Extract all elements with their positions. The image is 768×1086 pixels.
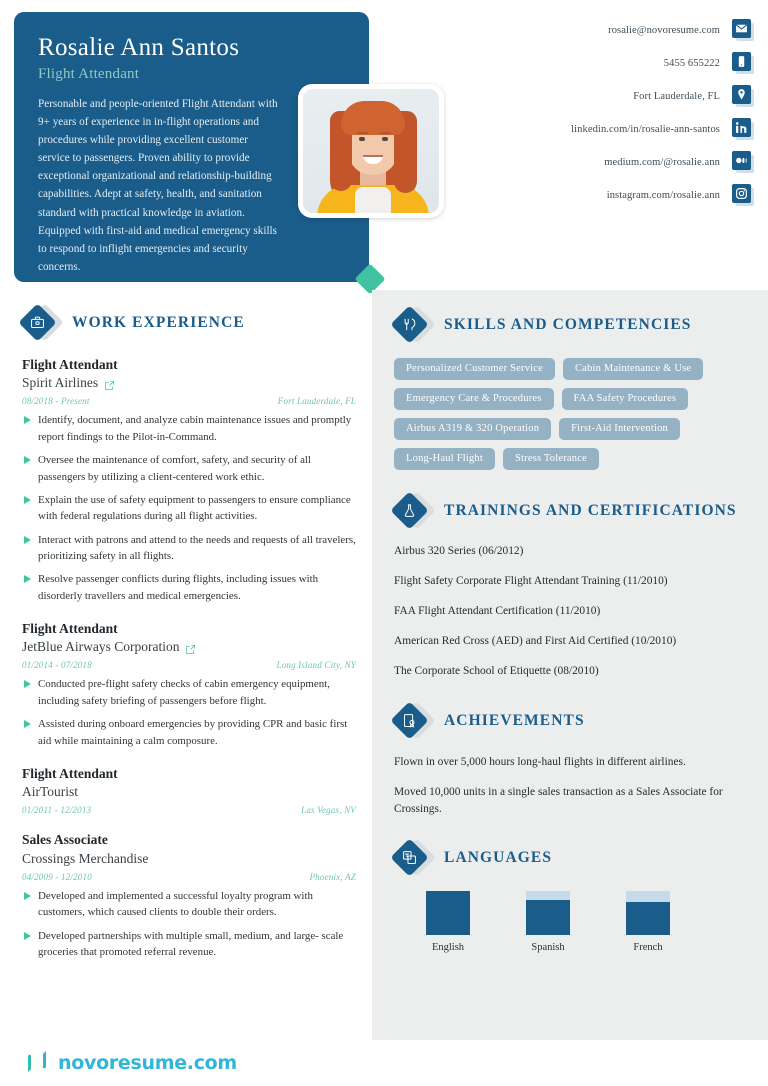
job-company bbox=[22, 374, 356, 392]
section-header-work-experience bbox=[22, 304, 356, 342]
translate-icon bbox=[394, 839, 432, 877]
footer-brand: novoresume.com bbox=[58, 1052, 237, 1074]
language-list bbox=[394, 891, 744, 953]
language-item bbox=[526, 891, 570, 953]
language-level-bar bbox=[626, 891, 670, 935]
contact-item-email[interactable] bbox=[424, 14, 754, 46]
skill-tag: Stress Tolerance bbox=[503, 448, 599, 470]
job-bullet: Resolve passenger conflicts during flights, including issues with disorderly travellers and medical emergencies. bbox=[22, 571, 356, 604]
job-bullet: Developed and implemented a successful loyalty program with customers, which caused clients to double their orders. bbox=[22, 888, 356, 921]
job-bullet: Developed partnerships with multiple small, medium, and large- scale groceries that promoted referral revenue. bbox=[22, 928, 356, 961]
phone-icon bbox=[732, 52, 754, 74]
training-list bbox=[394, 544, 744, 680]
resume-body bbox=[0, 290, 768, 1050]
job-meta bbox=[22, 396, 356, 406]
instagram-icon bbox=[732, 184, 754, 206]
job-location: Fort Lauderdale, FL bbox=[277, 396, 356, 407]
language-level-fill bbox=[426, 891, 470, 935]
section-header-languages bbox=[394, 839, 744, 877]
job-dates: 01/2011 - 12/2013 bbox=[22, 805, 92, 816]
skills-icon bbox=[394, 306, 432, 344]
language-level-bar bbox=[426, 891, 470, 935]
job-location: Las Vegas, NV bbox=[301, 805, 356, 816]
language-level-fill bbox=[626, 902, 670, 935]
language-label: French bbox=[633, 942, 663, 954]
location-pin-icon bbox=[732, 85, 754, 107]
job-bullets bbox=[22, 888, 356, 960]
job-bullet: Interact with patrons and attend to the needs and requests of all travelers, prioritizing safety in all flights. bbox=[22, 532, 356, 565]
contact-item-location[interactable] bbox=[424, 80, 754, 112]
contact-instagram-text: instagram.com/rosalie.ann bbox=[606, 189, 720, 201]
language-item bbox=[426, 891, 470, 953]
contact-medium-text: medium.com/@rosalie.ann bbox=[604, 156, 720, 168]
contact-item-linkedin[interactable] bbox=[424, 113, 754, 145]
external-link-icon[interactable] bbox=[104, 378, 115, 389]
job-dates: 04/2009 - 12/2010 bbox=[22, 871, 92, 882]
contact-item-phone[interactable] bbox=[424, 47, 754, 79]
training-item: FAA Flight Attendant Certification (11/2010) bbox=[394, 604, 601, 617]
job-company bbox=[22, 783, 356, 801]
award-certificate-icon bbox=[394, 702, 432, 740]
flask-icon bbox=[394, 492, 432, 530]
section-header-achievements bbox=[394, 702, 744, 740]
job-bullet: Oversee the maintenance of comfort, safety, and security of all passengers by utilizing a client-centered work ethic. bbox=[22, 452, 356, 485]
job-meta bbox=[22, 872, 356, 882]
profile-summary: Personable and people-oriented Flight Attendant with 9+ years of experience in in-flight operations and procedures while providing excellent customer service to passengers. Proven ability to provide exceptional organizational and relationship-building capabilities. Adept at safety, health, and sanitation standard with practical knowledge in aviation. Equipped with first-aid and medical emergency skills to respond to inflight emergencies and security concerns. bbox=[38, 97, 278, 274]
job-role: Sales Associate bbox=[22, 832, 108, 848]
right-column bbox=[372, 290, 768, 1050]
skill-tag: FAA Safety Procedures bbox=[562, 388, 689, 410]
job-dates: 08/2018 - Present bbox=[22, 396, 90, 407]
skill-tag: Long-Haul Flight bbox=[394, 448, 495, 470]
skill-tag: Airbus A319 & 320 Operation bbox=[394, 418, 551, 440]
training-item: The Corporate School of Etiquette (08/2010) bbox=[394, 664, 599, 677]
left-column bbox=[0, 290, 372, 1050]
job-company bbox=[22, 638, 356, 656]
contact-location-text: Fort Lauderdale, FL bbox=[633, 90, 720, 102]
job-bullet: Conducted pre-flight safety checks of cabin emergency equipment, including safety briefing of passengers before flight. bbox=[22, 676, 356, 709]
medium-icon bbox=[732, 151, 754, 173]
resume-header bbox=[0, 0, 768, 290]
contact-list bbox=[424, 14, 754, 212]
footer bbox=[0, 1040, 768, 1086]
job-dates: 01/2014 - 07/2018 bbox=[22, 660, 92, 671]
job-role: Flight Attendant bbox=[22, 357, 118, 372]
job-company-name: AirTourist bbox=[22, 784, 79, 800]
novoresume-n-logo bbox=[24, 1050, 50, 1076]
section-title-achievements: ACHIEVEMENTS bbox=[444, 711, 585, 729]
contact-email-text: rosalie@novoresume.com bbox=[608, 24, 720, 36]
section-title-skills: SKILLS AND COMPETENCIES bbox=[444, 316, 692, 333]
job-bullet: Assisted during onboard emergencies by providing CPR and basic first aid while maintaining a calm composure. bbox=[22, 716, 356, 749]
page-title: Rosalie Ann Santos bbox=[38, 34, 240, 61]
skill-tag: Cabin Maintenance & Use bbox=[563, 358, 703, 380]
achievement-item: Moved 10,000 units in a single sales transaction as a Sales Associate for Crossings. bbox=[394, 786, 723, 815]
section-title-trainings: TRAININGS AND CERTIFICATIONS bbox=[444, 502, 737, 519]
achievement-item: Flown in over 5,000 hours long-haul flights in different airlines. bbox=[394, 755, 686, 768]
language-item bbox=[626, 891, 670, 953]
job-entry bbox=[22, 356, 356, 604]
briefcase-icon bbox=[22, 304, 60, 342]
job-entry bbox=[22, 620, 356, 749]
job-bullet: Explain the use of safety equipment to passengers to ensure compliance with federal regulations during all flight activities. bbox=[22, 492, 356, 525]
section-header-trainings bbox=[394, 492, 744, 530]
external-link-icon[interactable] bbox=[185, 642, 196, 653]
skill-tag-list bbox=[394, 358, 744, 470]
linkedin-icon bbox=[732, 118, 754, 140]
skill-tag: Personalized Customer Service bbox=[394, 358, 555, 380]
training-item: Flight Safety Corporate Flight Attendant Training (11/2010) bbox=[394, 574, 668, 587]
job-bullets bbox=[22, 676, 356, 748]
contact-phone-text: 5455 655222 bbox=[663, 57, 720, 69]
avatar bbox=[298, 84, 444, 218]
achievement-list bbox=[394, 754, 744, 818]
language-level-fill bbox=[526, 900, 570, 935]
job-bullet: Identify, document, and analyze cabin maintenance issues and promptly report findings to the Pilot-in-Command. bbox=[22, 412, 356, 445]
job-entry bbox=[22, 831, 356, 960]
training-item: Airbus 320 Series (06/2012) bbox=[394, 545, 524, 557]
contact-item-instagram[interactable] bbox=[424, 179, 754, 211]
job-role: Flight Attendant bbox=[22, 765, 118, 781]
skill-tag: Emergency Care & Procedures bbox=[394, 388, 554, 410]
job-role: Flight Attendant bbox=[22, 621, 118, 637]
job-bullets bbox=[22, 412, 356, 604]
language-label: Spanish bbox=[531, 942, 565, 954]
job-location: Phoenix, AZ bbox=[309, 871, 356, 882]
avatar-photo bbox=[303, 89, 439, 213]
contact-item-medium[interactable] bbox=[424, 146, 754, 178]
language-label: English bbox=[431, 942, 465, 954]
training-item: American Red Cross (AED) and First Aid Certified (10/2010) bbox=[394, 634, 677, 647]
skill-tag: First-Aid Intervention bbox=[559, 418, 680, 440]
header-job-title: Flight Attendant bbox=[38, 65, 140, 82]
language-level-bar bbox=[526, 891, 570, 935]
section-title-work-experience: WORK EXPERIENCE bbox=[72, 314, 245, 331]
section-title-languages: LANGUAGES bbox=[444, 849, 553, 867]
job-meta bbox=[22, 805, 356, 815]
email-icon bbox=[732, 19, 754, 41]
job-company-name: Crossings Merchandise bbox=[22, 850, 149, 866]
contact-linkedin-text: linkedin.com/in/rosalie-ann-santos bbox=[571, 123, 720, 135]
job-location: Long Island City, NY bbox=[276, 660, 356, 671]
job-company bbox=[22, 850, 356, 868]
job-entry bbox=[22, 765, 356, 815]
job-meta bbox=[22, 660, 356, 670]
section-header-skills bbox=[394, 306, 744, 344]
job-company-name: JetBlue Airways Corporation bbox=[22, 639, 180, 655]
job-company-name: Spirit Airlines bbox=[22, 375, 99, 391]
